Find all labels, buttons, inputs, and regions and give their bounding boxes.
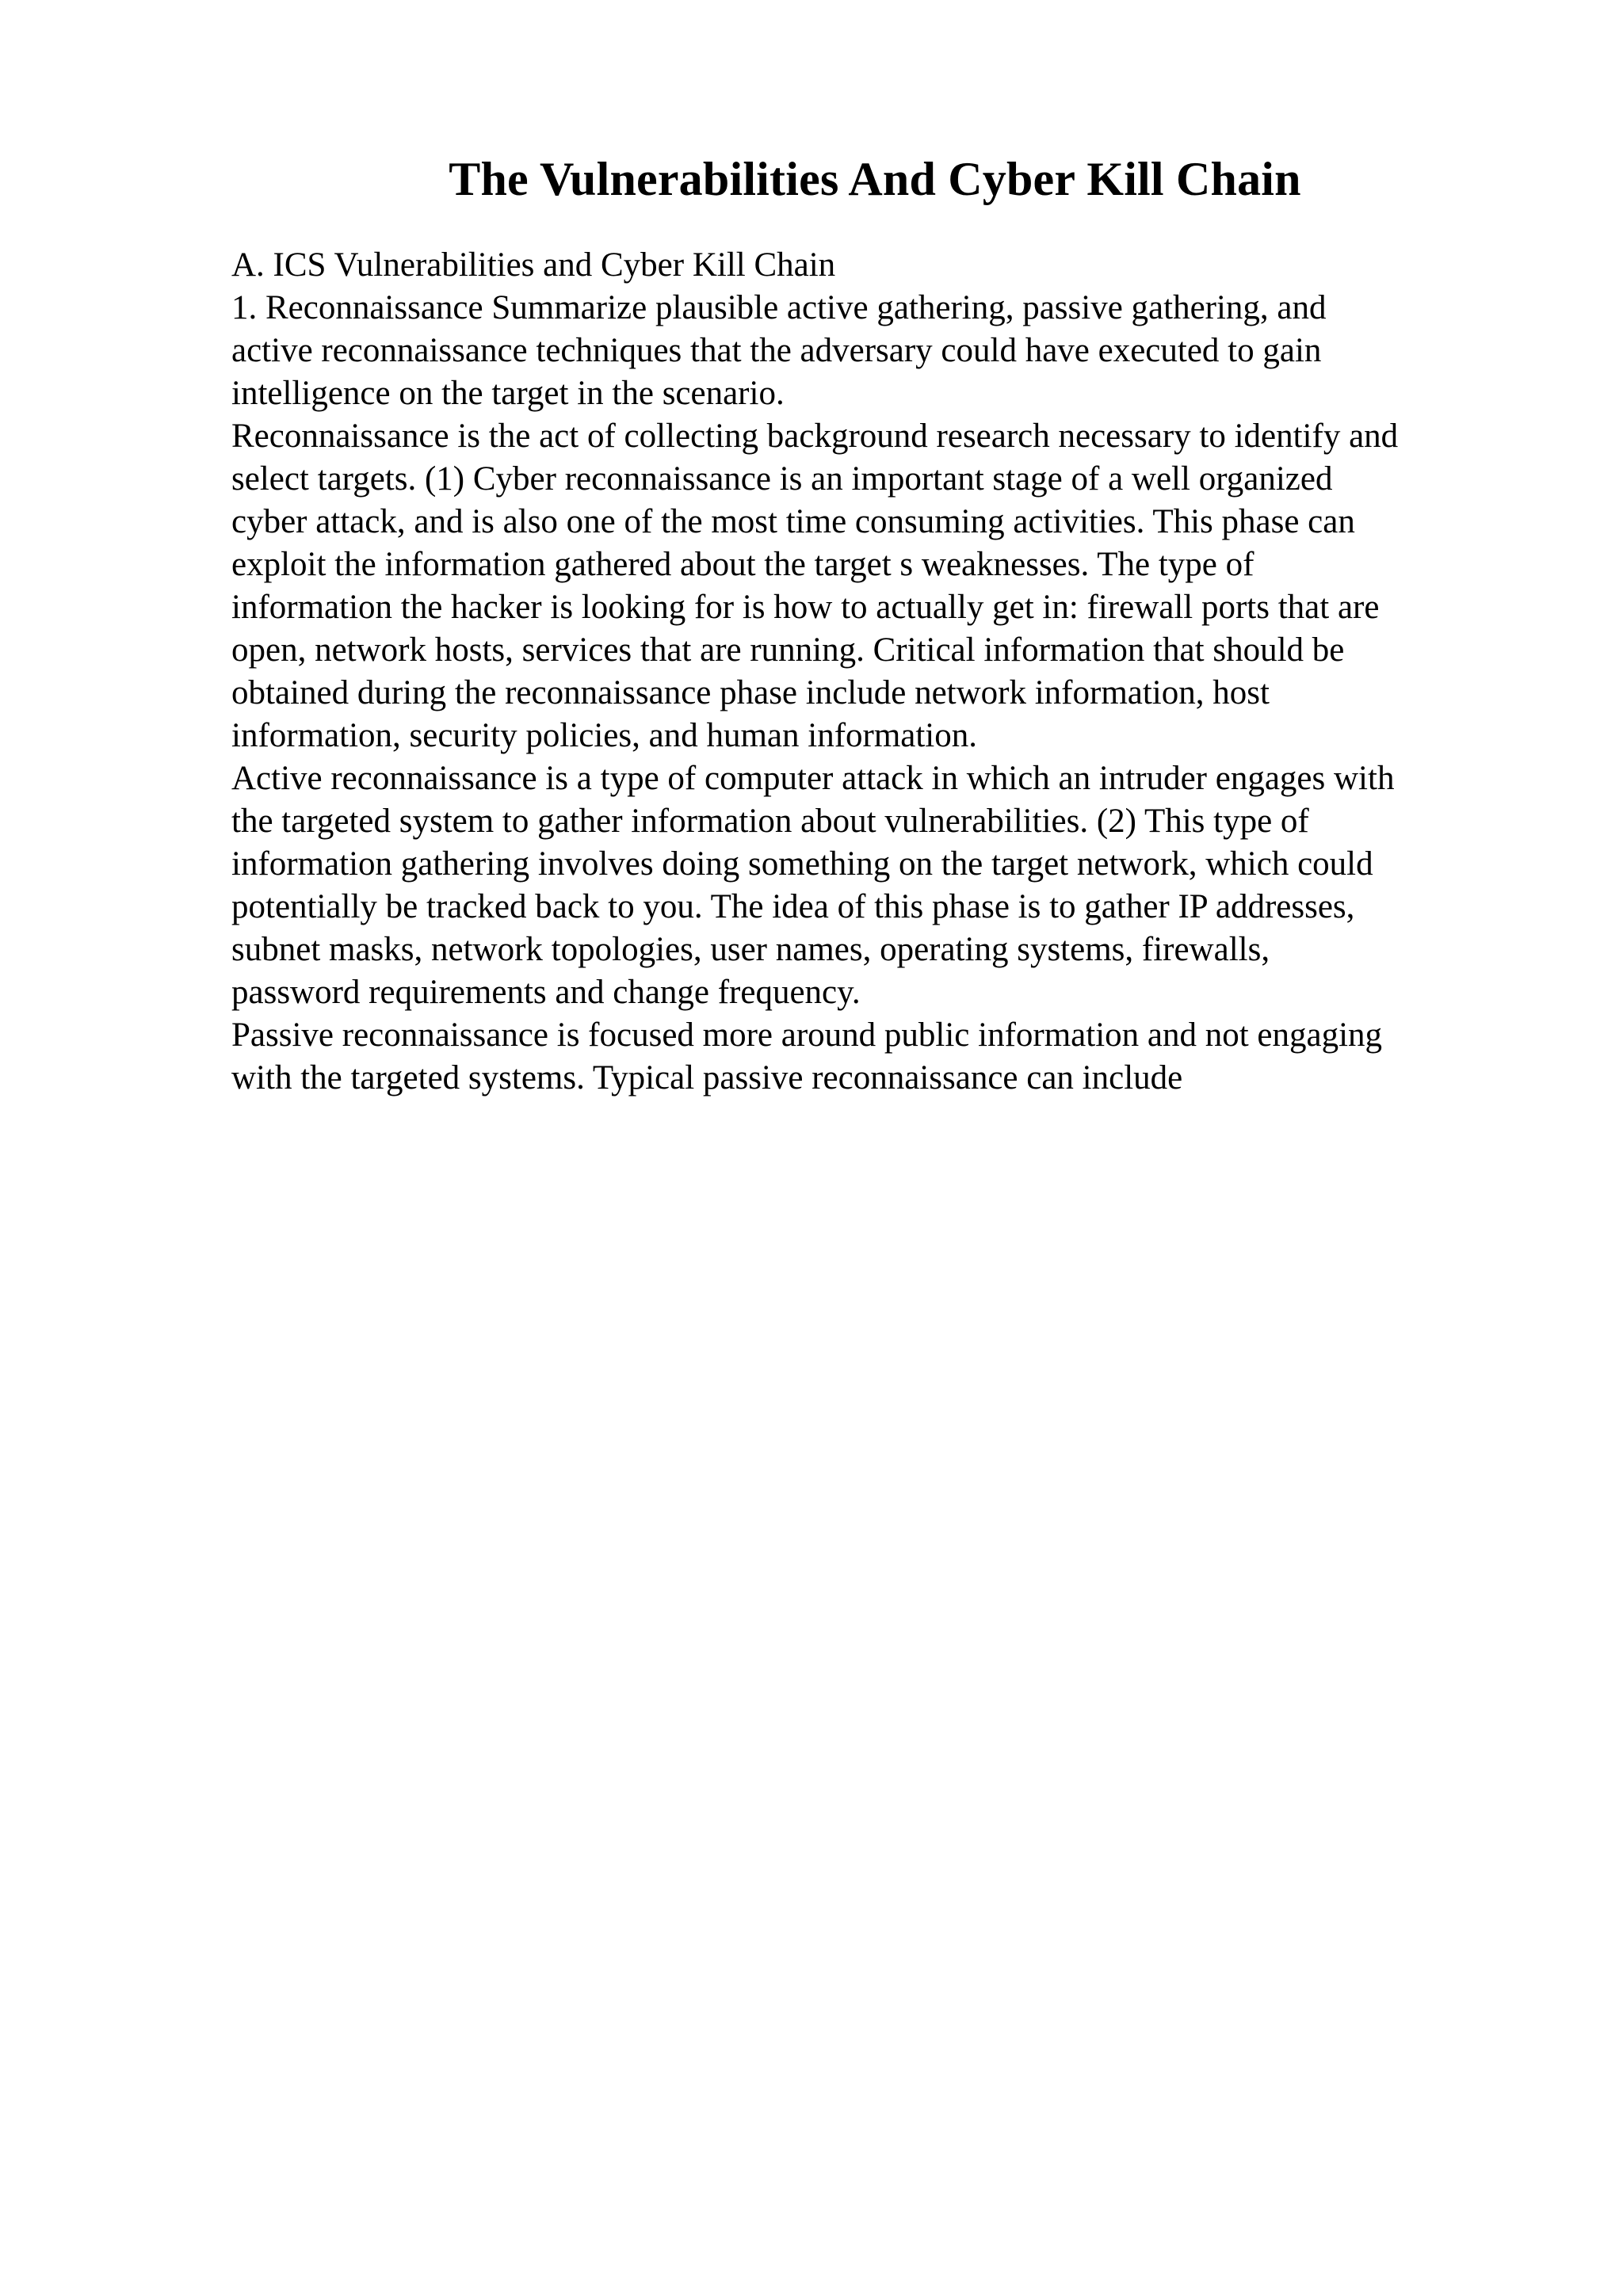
question-line: intelligence on the target in the scenario. xyxy=(231,375,785,412)
paragraph-line: information gathering involves doing something on the target network, which could xyxy=(231,845,1373,883)
paragraph-line: information the hacker is looking for is how to actually get in: firewall ports that are xyxy=(231,589,1380,626)
paragraph-line: information, security policies, and human information. xyxy=(231,717,978,754)
paragraph-line: Passive reconnaissance is focused more around public information and not engaging xyxy=(231,1016,1383,1054)
paragraph-line: Active reconnaissance is a type of computer attack in which an intruder engages with xyxy=(231,760,1395,797)
paragraph-line: subnet masks, network topologies, user names, operating systems, firewalls, xyxy=(231,931,1270,968)
paragraph-line: the targeted system to gather information about vulnerabilities. (2) This type of xyxy=(231,803,1309,840)
paragraph-line: potentially be tracked back to you. The idea of this phase is to gather IP addresses, xyxy=(231,888,1355,925)
paragraph-line: select targets. (1) Cyber reconnaissance is an important stage of a well organized xyxy=(231,460,1333,498)
question-line: active reconnaissance techniques that the adversary could have executed to gain xyxy=(231,332,1322,369)
paragraph-line: obtained during the reconnaissance phase include network information, host xyxy=(231,674,1270,711)
question-line: 1. Reconnaissance Summarize plausible active gathering, passive gathering, and xyxy=(231,289,1327,326)
paragraph-line: with the targeted systems. Typical passive reconnaissance can include xyxy=(231,1059,1183,1097)
paragraph-line: open, network hosts, services that are running. Critical information that should be xyxy=(231,631,1345,669)
paragraph-line: cyber attack, and is also one of the most time consuming activities. This phase can xyxy=(231,503,1355,540)
paragraph-line: password requirements and change frequency. xyxy=(231,974,861,1011)
section-heading: A. ICS Vulnerabilities and Cyber Kill Chain xyxy=(231,246,836,284)
paragraph-line: exploit the information gathered about the target s weaknesses. The type of xyxy=(231,546,1254,583)
document-body xyxy=(231,244,1579,1100)
document-title: The Vulnerabilities And Cyber Kill Chain xyxy=(449,153,1301,205)
paragraph-line: Reconnaissance is the act of collecting background research necessary to identify and xyxy=(231,418,1399,455)
